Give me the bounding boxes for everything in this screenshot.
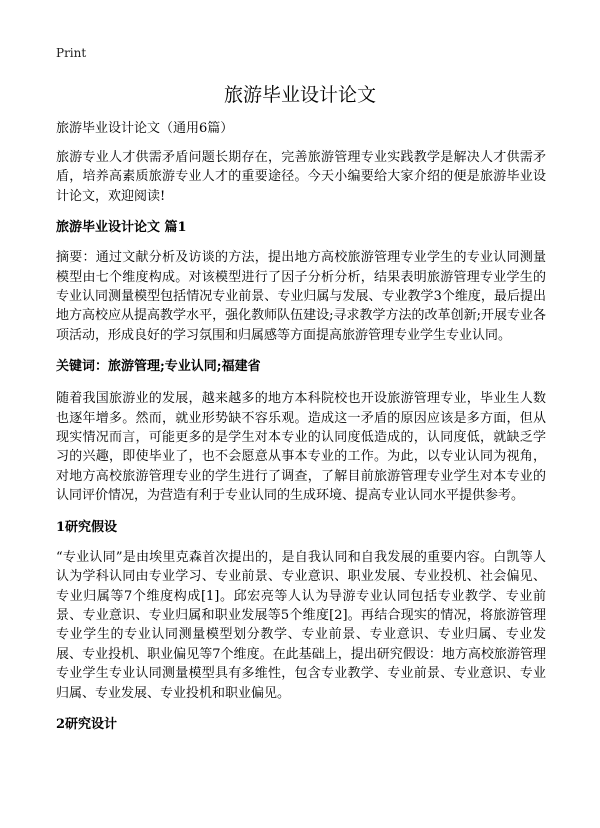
background-paragraph: 随着我国旅游业的发展，越来越多的地方本科院校也开设旅游管理专业，毕业生人数也逐年增多。然而，就业形势缺不容乐观。造成这一矛盾的原因应该是多方面，但从现实情况而言，可能更多的是学生对本专业的认同度低造成的，认同度低，就缺乏学习的兴趣，即使毕业了，也不会愿意从事本专业的工作。为此，以专业认同为视角，对地方高校旅游管理专业的学生进行了调查，了解目前旅游管理专业学生对本专业的认同评价情况，为营造有利于专业认同的生成环境、提高专业认同水平提供参考。 [56,391,546,504]
print-label[interactable]: Print [56,46,87,60]
abstract-paragraph: 摘要：通过文献分析及访谈的方法，提出地方高校旅游管理专业学生的专业认同测量模型由七个维度构成。对该模型进行了因子分析分析，结果表明旅游管理专业学生的专业认同测量模型包括情况专业前景、专业归属与发展、专业教学3个维度，最后提出地方高校应从提高教学水平，强化教师队伍建设;寻求教学方法的改革创新;开展专业各项活动，形成良好的学习氛围和归属感等方面提高旅游管理专业学生专业认同。 [56,250,546,343]
section-heading: 旅游毕业设计论文 篇1 [56,220,187,236]
intro-paragraph: 旅游专业人才供需矛盾问题长期存在，完善旅游管理专业实践教学是解决人才供需矛盾，培养高素质旅游专业人才的重要途径。今天小编要给大家介绍的便是旅游毕业设计论文，欢迎阅读! [56,150,546,204]
hypothesis-paragraph: “专业认同”是由埃里克森首次提出的，是自我认同和自我发展的重要内容。白凯等人认为学科认同由专业学习、专业前景、专业意识、职业发展、专业投机、社会偏见、专业归属等7个维度构成[1]。邱宏亮等人认为导游专业认同包括专业教学、专业前景、专业意识、专业归属和职业发展等5个维度[2]。再结合现实的情况，将旅游管理专业学生的专业认同测量模型划分教学、专业前景、专业意识、专业归属、专业发展、专业投机、职业偏见等7个维度。在此基础上，提出研究假设：地方高校旅游管理专业学生专业认同测量模型具有多维性，包含专业教学、专业前景、专业意识、专业归属、专业发展、专业投机和职业偏见。 [56,549,546,701]
document-body [56,120,546,745]
section-heading-design: 2研究设计 [56,716,118,732]
page-title: 旅游毕业设计论文 [223,84,376,106]
keywords-line: 关键词：旅游管理;专业认同;福建省 [56,359,261,375]
document-subtitle: 旅游毕业设计论文（通用6篇） [56,121,234,136]
section-heading-hypothesis: 1研究假设 [56,519,118,535]
